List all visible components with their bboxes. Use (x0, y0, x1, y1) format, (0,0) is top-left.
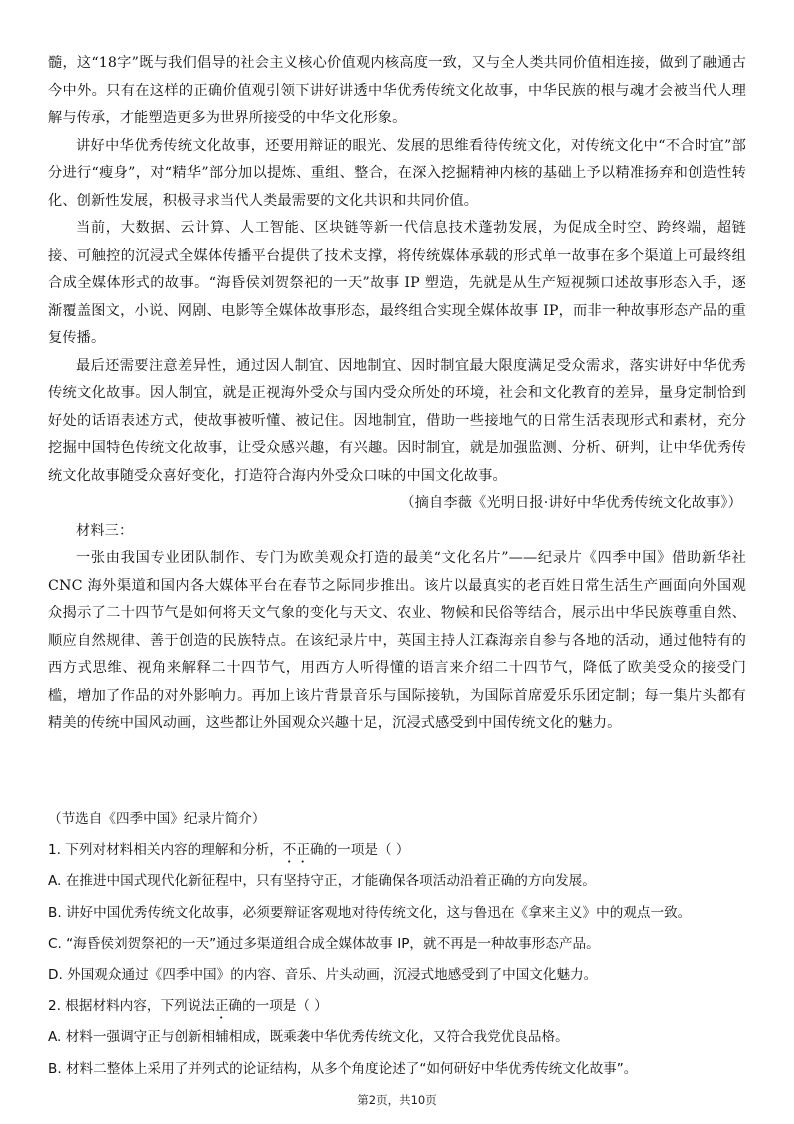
question-stem-text: 确的一项是（ ） (309, 842, 410, 859)
answer-option: A. 在推进中国式现代化新征程中，只有坚持守正，才能确保各项活动沿着正确的方向发展。 (48, 873, 596, 890)
paragraph: 最后还需要注意差异性，通过因人制宜、因地制宜、因时制宜最大限度满足受众需求，落实讲好中华优秀传统文化故事。因人制宜，就是正视海外受众与国内受众所处的环境，社会和文化教育的差异，量身定制恰到好处的话语表述方式，使故事被听懂、被记住。因地制宜，借助一些接地气的日常生活表现形式和素材，充分挖掘中国特色传统文化故事，让受众感兴趣，有兴趣。因时制宜，就是加强监测、分析、研判，让中华优秀传统文化故事随受众喜好变化，打造符合海内外受众口味的中国文化故事。 (48, 357, 746, 484)
source-citation: （摘自李薇《光明日报·讲好中华优秀传统文化故事》） (400, 495, 742, 511)
paragraph: 讲好中华优秀传统文化故事，还要用辩证的眼光、发展的思维看待传统文化，对传统文化中“不合时宜”部分进行“瘦身”，对“精华”部分加以提炼、重组、整合，在深入挖掘精神内核的基础上予以精准扬弃和创造性转化、创新性发展，积极寻求当代人类最需要的文化共识和共同价值。 (48, 137, 746, 209)
emphasis-char: 不 (282, 842, 297, 859)
question-stem-text: 2. 根据材料内容，下列说法 (48, 998, 215, 1015)
question-stem-text: 1. 下列对材料相关内容的理解和分析， (48, 842, 283, 859)
paragraph: 当前，大数据、云计算、人工智能、区块链等新一代信息技术蓬勃发展，为促成全时空、跨终端，超链接、可触控的沉浸式全媒体传播平台提供了技术支撑，将传统媒体承载的形式单一故事在多个渠道上可最终组合成全媒体形式的故事。“海昏侯刘贺祭祀的一天”故事 IP 塑造，先就是从生产短视频口述故事形态入手，逐渐覆盖图文，小说、网剧、电影等全媒体故事形态，最终组合实现全媒体故事 IP，而非一种故事形态产品的重复传播。 (48, 220, 746, 346)
page-number: 第2页，共10页 (357, 1093, 437, 1107)
questions-section (48, 804, 746, 1085)
paragraph-continuation: 髓，这“18字”既与我们倡导的社会主义核心价值观内核高度一致，又与全人类共同价值相连接，做到了融通古今中外。只有在这样的正确价值观引领下讲好讲透中华优秀传统文化故事，中华民族的根与魂才会被当代人理解与传承，才能塑造更多为世界所接受的中华文化形象。 (48, 55, 746, 126)
answer-option: B. 材料二整体上采用了并列式的论证结构，从多个角度论述了“如何研好中华优秀传统文化故事”。 (48, 1060, 638, 1077)
answer-option: B. 讲好中国优秀传统文化故事，必须要辩证客观地对待传统文化，这与鲁迅在《拿来主义》中的观点一致。 (48, 904, 692, 921)
question-stem (48, 835, 746, 866)
article-body (48, 50, 746, 738)
question-stem-text: 确的一项是（ ） (228, 998, 328, 1015)
answer-option: C. “海昏侯刘贺祭祀的一天”通过多渠道组合成全媒体故事 IP，就不再是一种故事形态产品。 (48, 935, 600, 952)
material-label: 材料三： (76, 522, 134, 539)
question-stem (48, 991, 746, 1022)
emphasis-char: 正 (214, 998, 229, 1015)
emphasis-char: 正 (296, 842, 310, 859)
source-citation: （节选自《四季中国》纪录片简介） (48, 811, 266, 827)
paragraph: 一张由我国专业团队制作、专门为欧美观众打造的最美“文化名片”——纪录片《四季中国》借助新华社 CNC 海外渠道和国内各大媒体平台在春节之际同步推出。该片以最真实的老百姓日常生活生产画面向外国观众揭示了二十四节气是如何将天文气象的变化与天文、农业、物候和民俗等结合，展示出中华民族尊重自然、顺应自然规律、善于创造的民族特点。在该纪录片中，英国主持人江森海亲自参与各地的活动，通过他特有的西方式思维、视角来解释二十四节气，用西方人听得懂的语言来介绍二十四节气，降低了欧美受众的接受门槛，增加了作品的对外影响力。再加上该片背景音乐与国际接轨，为国际首席爱乐乐团定制；每一集片头都有精美的传统中国风动画，这些都让外国观众兴趣十足，沉浸式感受到中国传统文化的魅力。 (48, 550, 746, 731)
answer-option: A. 材料一强调守正与创新相辅相成，既乘袭中华优秀传统文化，又符合我党优良品格。 (48, 1029, 569, 1046)
answer-option: D. 外国观众通过《四季中国》的内容、音乐、片头动画，沉浸式地感受到了中国文化魅力。 (48, 967, 598, 984)
